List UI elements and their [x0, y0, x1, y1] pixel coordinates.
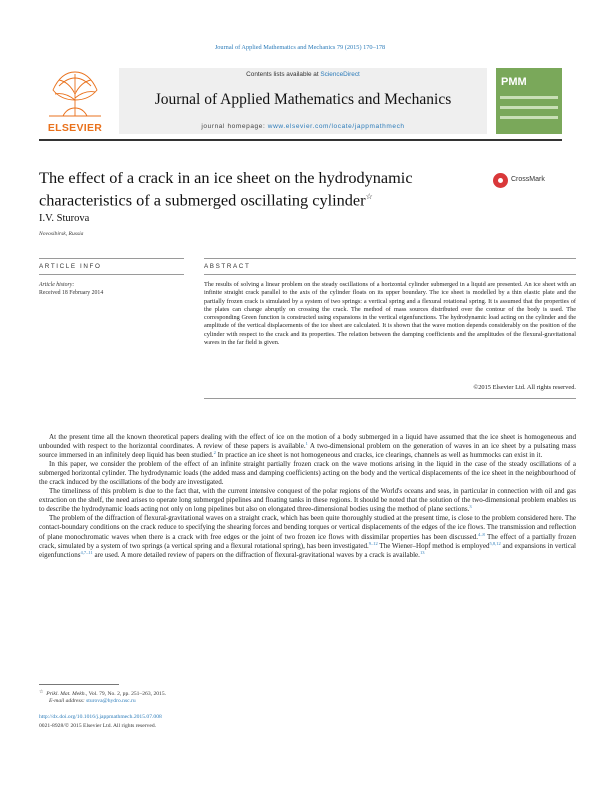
issn-line: 0021-8928/© 2015 Elsevier Ltd. All rights reserved.	[39, 723, 157, 729]
elsevier-wordmark: ELSEVIER	[47, 122, 103, 134]
cover-stripe	[500, 116, 558, 119]
abstract-heading: ABSTRACT	[204, 263, 251, 270]
cover-stripe	[500, 106, 558, 109]
footnote-email	[49, 698, 136, 704]
citation-ref[interactable]: 4–8	[478, 531, 485, 537]
citation-ref[interactable]: 2	[213, 450, 216, 456]
text-span: The effect of a partially frozen crack, simulated by a system of two springs (a vertical spring and a flexural rotational spring), has been investigated.	[39, 532, 576, 550]
text-span: In practice an ice sheet is not homogeneous and cracks, ice clearings, channels as well as hummocks can exist in it.	[215, 451, 543, 460]
footnote-source-journal: Prikl. Mat. Mekh.	[46, 691, 86, 697]
email-label: E-mail address:	[49, 698, 87, 704]
cover-stripe	[500, 96, 558, 99]
article-info-heading: ARTICLE INFO	[39, 263, 102, 270]
author-name[interactable]: I.V. Sturova	[39, 213, 90, 224]
text-span: The Wiener–Hopf method is employed	[377, 541, 490, 550]
journal-citation[interactable]: Journal of Applied Mathematics and Mechanics 79 (2015) 170–178	[214, 44, 386, 51]
text-span: are used. A more detailed review of papers on the diffraction of flexural-gravitational waves by a crack is available.	[92, 550, 420, 559]
divider	[39, 258, 184, 259]
citation-ref[interactable]: 5,8,12	[489, 540, 501, 546]
text-span: A two-dimensional problem on the generation of waves in an ice sheet by a pulsating mass source immersed in an infinitely deep liquid has been studied.	[39, 442, 576, 460]
paragraph	[39, 433, 576, 460]
text-span: The problem of the diffraction of flexural-gravitational waves on a straight crack, which has been quite thoroughly studied at the present time, is close to the problem considered here. The contact-boundary conditions on the crack reduce to specifying the shearing forces and bending torques or vertical displacements of the edges of the ice flows. The transmission and reflection of plane monochromatic waves when there is a crack with free edges or the joint of two frozen ice flows with dissimilar properties has been discussed.	[39, 514, 576, 541]
header-rule	[39, 139, 562, 141]
footnote-mark: ☆	[39, 690, 44, 695]
footnote-source	[39, 689, 166, 697]
author-affiliation: Novosibirsk, Russia	[39, 231, 84, 237]
crossmark-badge[interactable]	[493, 172, 563, 192]
article-title-text: The effect of a crack in an ice sheet on the hydrodynamic characteristics of a submerged oscillating cylinder	[39, 168, 413, 210]
contents-line	[119, 71, 487, 78]
divider	[204, 258, 576, 259]
journal-title: Journal of Applied Mathematics and Mechanics	[154, 91, 452, 108]
article-history-label: Article history:	[39, 282, 75, 288]
divider	[204, 274, 576, 275]
title-footnote-mark[interactable]: ☆	[365, 192, 373, 201]
footnote-source-details: , Vol. 79, No. 2, pp. 251–263, 2015.	[85, 691, 167, 697]
journal-homepage	[119, 123, 487, 130]
journal-cover-thumbnail	[496, 68, 562, 134]
article-title	[39, 168, 479, 209]
homepage-link[interactable]: www.elsevier.com/locate/jappmathmech	[267, 123, 405, 130]
crossmark-icon	[493, 173, 508, 188]
text-span: and expansions in vertical eigenfunctions	[39, 541, 576, 559]
abstract-copyright: ©2015 Elsevier Ltd. All rights reserved.	[473, 384, 576, 391]
contents-prefix: Contents lists available at	[246, 71, 321, 78]
sciencedirect-link[interactable]: ScienceDirect	[320, 71, 360, 78]
divider	[204, 398, 576, 399]
paragraph	[39, 487, 576, 514]
homepage-prefix: journal homepage:	[201, 123, 268, 130]
paragraph: In this paper, we consider the problem of the effect of an infinite straight partially frozen crack on the wave motions arising in the liquid in the case of the steady oscillations of a submerged horizontal cylinder. The hydrodynamic loads (the added mass and damping coefficients) acting on the body and the vertical displacements of the ice sheet in the neighbourhood of the crack induced by the oscillations of the body are investigated.	[39, 460, 576, 487]
doi-text[interactable]: http://dx.doi.org/10.1016/j.jappmathmech.2015.07.008	[39, 714, 162, 720]
abstract-text: The results of solving a linear problem on the steady oscillations of a horizontal cylinder submerged in a liquid are presented. An ice sheet with an infinite straight crack parallel to the axis of the cylinder floats on its upper boundary. The ice sheet is modelled by a thin elastic plate and the partially frozen crack is simulated by a system of two springs: a vertical spring and a flexural rotational spring. It is assumed that the properties of the plates can change abruptly on crossing the crack. The method of mass sources distributed over the contour of the body is used. The corresponding Green function is constructed using expansions in the vertical eigenfunctions. The hydrodynamic load acting on the cylinder and the amplitude of the vertical displacements of the ice sheet are calculated. It is shown that the wave motion depends considerably on the position of the cylinder with respect to the crack and its properties. The relation between the damping coefficients and the amplitudes of the flexural-gravitational waves in the far field is given.	[204, 281, 576, 346]
citation-ref[interactable]: 13	[419, 549, 425, 555]
body-text	[39, 433, 576, 560]
crossmark-label: CrossMark	[511, 176, 545, 183]
text-span: At the present time all the known theoretical papers dealing with the effect of ice on the motion of a body submerged in a liquid have assumed that the ice sheet is homogeneous and unbounded with respect to the horizontal coordinates. A review of these papers is available.	[39, 433, 576, 451]
received-date: Received 18 February 2014	[39, 290, 104, 296]
footnote-rule	[39, 684, 119, 685]
doi-link[interactable]	[39, 714, 162, 720]
email-link[interactable]: sturova@hydro.nsc.ru	[86, 698, 136, 704]
citation-ref[interactable]: 4,7–11	[80, 549, 93, 555]
citation-ref[interactable]: 3	[469, 504, 472, 510]
citation-ref[interactable]: 1	[305, 441, 308, 447]
divider	[39, 274, 184, 275]
text-span: The timeliness of this problem is due to the fact that, with the current intensive conquest of the polar regions of the World's oceans and seas, in particular in connection with oil and gas extraction on the shelf, the need arises to operate long submerged pipelines and floating tanks in these regions. It should be noted that the solution of the two-dimensional problem enables us to describe the hydrodynamic loads acting not only on long pipelines but also on elongated three-dimensional bodies using the method of plane sections.	[39, 487, 576, 514]
cover-title: PMM	[501, 76, 527, 88]
citation-ref[interactable]: 9–12	[368, 540, 378, 546]
paragraph	[39, 514, 576, 559]
